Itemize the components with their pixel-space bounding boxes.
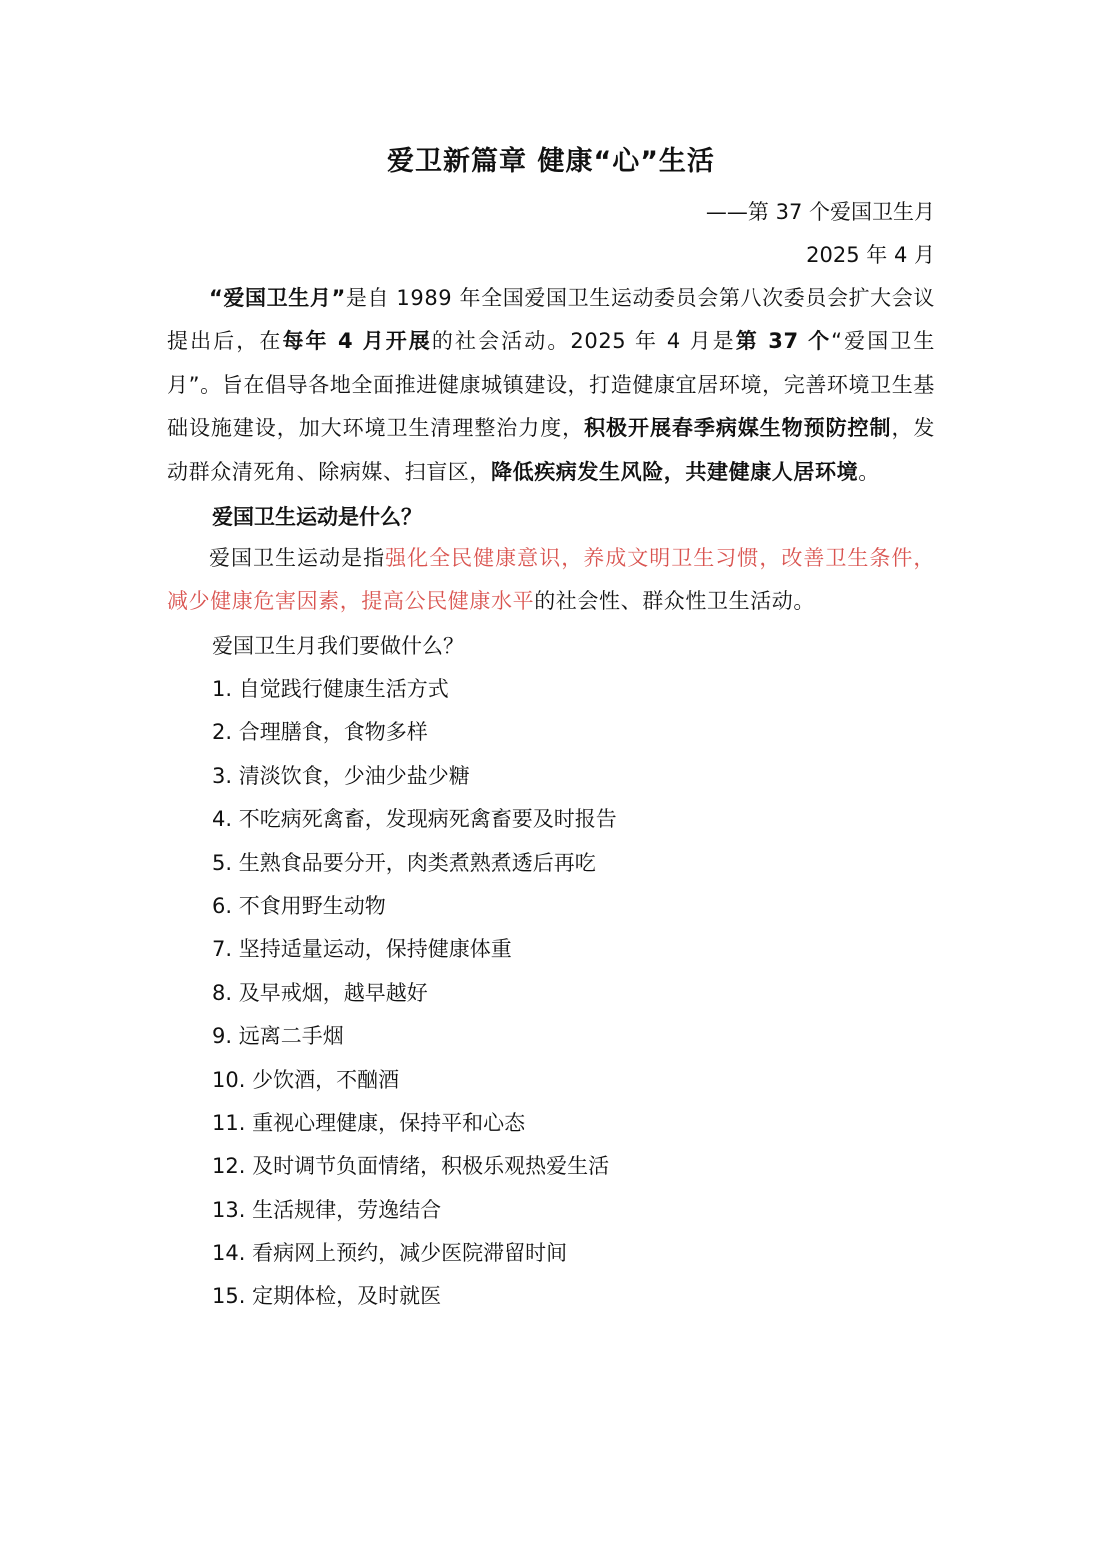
intro-text-1: 是自 1989 年全国爱国卫生运动委员会第八次委员会扩大会议提出后，在 xyxy=(167,286,935,354)
list-item: 1. 自觉践行健康生活方式 xyxy=(212,677,449,701)
intro-paragraph xyxy=(167,277,935,494)
intro-text-3: “爱国卫生月”。旨在倡导各地全面推进健康城镇建设，打造健康宜居环境，完善环境卫生基础设施建设，加大环境卫生清理整治力度， xyxy=(167,329,935,441)
intro-text-2: 的社会活动。2025 年 4 月是 xyxy=(431,329,736,354)
list-item: 15. 定期体检，及时就医 xyxy=(212,1284,442,1309)
list-item: 5. 生熟食品要分开，肉类煮熟煮透后再吃 xyxy=(212,850,596,875)
list-item: 14. 看病网上预约，减少医院滞留时间 xyxy=(212,1241,568,1266)
question-heading-todo: 爱国卫生月我们要做什么？ xyxy=(212,634,464,658)
list-item: 4. 不吃病死禽畜，发现病死禽畜要及时报告 xyxy=(212,807,617,832)
list-item: 11. 重视心理健康，保持平和心态 xyxy=(212,1110,526,1135)
intro-text-4: ，发动群众清死角、除病媒、扫盲区， xyxy=(167,416,936,484)
date-line: 2025 年 4 月 xyxy=(806,243,935,267)
intro-bold-vector-control: 积极开展春季病媒生物预防控制 xyxy=(584,416,892,441)
subtitle: ——第 37 个爱国卫生月 xyxy=(705,200,935,224)
list-item: 6. 不食用野生动物 xyxy=(212,893,386,918)
intro-bold-term: “爱国卫生月” xyxy=(209,286,346,310)
list-item: 7. 坚持适量运动，保持健康体重 xyxy=(212,937,512,962)
answer-highlight: 强化全民健康意识，养成文明卫生习惯，改善卫生条件，减少健康危害因素，提高公民健康水平 xyxy=(167,546,935,614)
question-heading-what: 爱国卫生运动是什么？ xyxy=(212,505,422,529)
answer-text-1: 爱国卫生运动是指 xyxy=(209,546,386,570)
list-item: 13. 生活规律，劳逸结合 xyxy=(212,1197,442,1222)
intro-text-5: 。 xyxy=(858,459,880,484)
list-item: 12. 及时调节负面情绪，积极乐观热爱生活 xyxy=(212,1154,610,1179)
intro-bold-ordinal: 第 37 个 xyxy=(735,329,832,354)
list-item: 9. 远离二手烟 xyxy=(212,1024,344,1049)
intro-bold-goal: 降低疾病发生风险，共建健康人居环境 xyxy=(491,459,859,484)
intro-bold-month: 每年 4 月开展 xyxy=(282,329,432,354)
list-item: 2. 合理膳食，食物多样 xyxy=(212,720,428,745)
todo-list xyxy=(212,674,617,1325)
list-item: 10. 少饮酒，不酗酒 xyxy=(212,1067,400,1092)
answer-text-2: 的社会性、群众性卫生活动。 xyxy=(534,589,816,614)
list-item: 8. 及早戒烟，越早越好 xyxy=(212,980,428,1005)
list-item: 3. 清淡饮食，少油少盐少糖 xyxy=(212,763,470,788)
page-title: 爱卫新篇章 健康“心”生活 xyxy=(387,146,715,177)
answer-paragraph xyxy=(167,537,935,624)
